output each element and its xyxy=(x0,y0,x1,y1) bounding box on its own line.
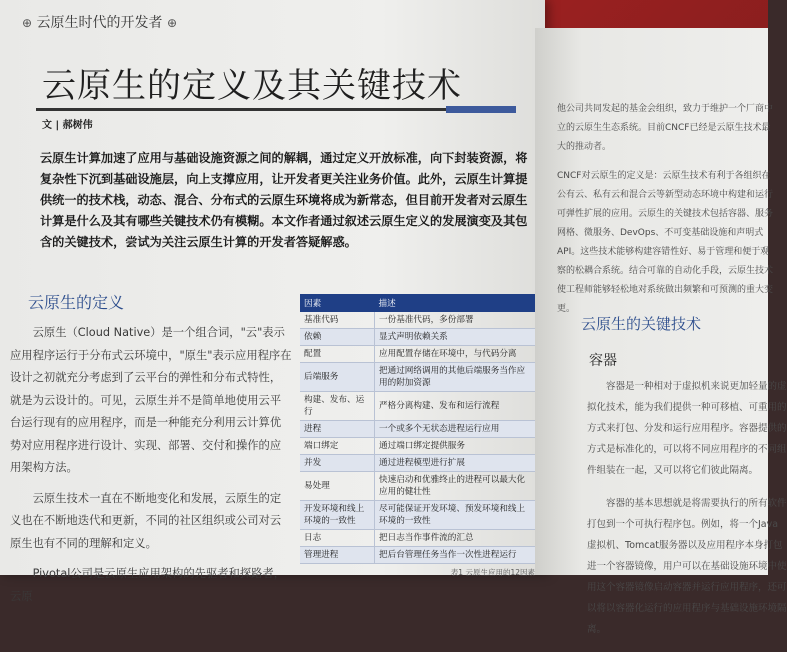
factor-cell: 依赖 xyxy=(300,329,375,346)
table-row xyxy=(300,455,535,472)
paragraph: 容器的基本思想就是将需要执行的所有软件打包到一个可执行程序包。例如，将一个Java虚拟机、Tomcat服务器以及应用程序本身打包进一个容器镜像，用户可以在基础设施环境中使用这个容器镜像启动容器并运行应用程序，还可以将以容器化运行的应用程序与基础设施环境隔离。 xyxy=(587,498,787,635)
paragraph: 云原生（Cloud Native）是一个组合词，"云"表示应用程序运行于分布式云环境中，"原生"表示应用程序在设计之初就充分考虑到了云平台的弹性和分布式特性，就是为云设计的。可见，云原生并不是简单地使用云平台运行现有的应用程序，而是一种能充分利用云计算优势对应用程序进行设计、实现、部署、交付和操作的应用架构方法。 xyxy=(10,326,292,474)
circle-plus-icon: ⊕ xyxy=(22,16,33,30)
body-text xyxy=(10,322,292,616)
factor-cell: 配置 xyxy=(300,346,375,363)
series-header xyxy=(22,12,177,32)
subsection-heading: 容器 xyxy=(589,353,617,369)
byline: 文 | 郝树伟 xyxy=(42,120,93,131)
paragraph: 云原生技术一直在不断地变化和发展，云原生的定义也在不断地迭代和更新，不同的社区组织或公司对云原生也有不同的理解和定义。 xyxy=(10,491,282,550)
table-row xyxy=(300,329,535,346)
description-cell: 通过端口绑定提供服务 xyxy=(375,438,536,455)
article-title: 云原生的定义及其关键技术 xyxy=(42,66,462,106)
factor-cell: 后端服务 xyxy=(300,363,375,392)
description-cell: 严格分离构建、发布和运行流程 xyxy=(375,392,536,421)
title-divider xyxy=(36,108,446,111)
description-cell: 把日志当作事件流的汇总 xyxy=(375,530,536,547)
factor-cell: 并发 xyxy=(300,455,375,472)
factors-table xyxy=(300,294,535,564)
paragraph: CNCF对云原生的定义是：云原生技术有利于各组织在公有云、私有云和混合云等新型动态环境中构建和运行可弹性扩展的应用。云原生的关键技术包括容器、服务网格、微服务、DevOps、不可变基础设施和声明式API。这些技术能够构建容错性好、易于管理和便于观察的松耦合系统。结合可靠的自动化手段，云原生技术使工程师能够轻松地对系统做出频繁和可预测的重大变更。 xyxy=(557,171,774,314)
factor-cell: 易处理 xyxy=(300,472,375,501)
article-abstract: 云原生计算加速了应用与基础设施资源之间的解耦，通过定义开放标准，向下封装资源，将复杂性下沉到基础设施层，向上支撑应用，让开发者更关注业务价值。此外，云原生计算提供统一的技术栈，动态、混合、分布式的云原生环境将成为新常态，但目前开发者对云原生计算是什么及其有哪些关键技术仍有模糊。本文作者通过叙述云原生定义的发展演变及其包含的关键技术，尝试为关注云原生计算的开发者答疑解惑。 xyxy=(40,151,528,249)
table-row xyxy=(300,501,535,530)
table-row xyxy=(300,438,535,455)
description-cell: 通过进程模型进行扩展 xyxy=(375,455,536,472)
table-row xyxy=(300,530,535,547)
table-header-row xyxy=(300,294,535,312)
description-cell: 把通过网络调用的其他后端服务当作应用的附加资源 xyxy=(375,363,536,392)
factor-cell: 基准代码 xyxy=(300,312,375,329)
description-cell: 一份基准代码，多份部署 xyxy=(375,312,536,329)
factor-cell: 开发环境和线上环境的一致性 xyxy=(300,501,375,530)
table-header-cell: 描述 xyxy=(375,294,536,312)
section-heading: 云原生的定义 xyxy=(28,293,125,312)
circle-plus-icon: ⊕ xyxy=(166,16,178,30)
paragraph: Pivotal公司是云原生应用架构的先驱者和探路者，云原 xyxy=(10,567,286,603)
description-cell: 快速启动和优雅终止的进程可以最大化应用的健壮性 xyxy=(375,472,536,501)
table-row xyxy=(300,346,535,363)
factor-cell: 进程 xyxy=(300,421,375,438)
right-page xyxy=(535,28,787,635)
section-heading: 云原生的关键技术 xyxy=(581,315,702,333)
factor-cell: 日志 xyxy=(300,530,375,547)
factor-cell: 构建、发布、运行 xyxy=(300,392,375,421)
description-cell: 尽可能保证开发环境、预发环境和线上环境的一致性 xyxy=(375,501,536,530)
description-cell: 把后台管理任务当作一次性进程运行 xyxy=(375,547,536,564)
table-row xyxy=(300,421,535,438)
table-row xyxy=(300,392,535,421)
right-page-body xyxy=(587,376,787,652)
title-divider-accent xyxy=(446,106,516,113)
table-header-cell: 因素 xyxy=(300,294,375,312)
table-row xyxy=(300,472,535,501)
factors-table-wrap xyxy=(300,294,535,578)
paragraph: 容器是一种相对于虚拟机来说更加轻量的虚拟化技术，能为我们提供一种可移植、可重用的方式来打包、分发和运行应用程序。容器提供的方式是标准化的，可以将不同应用程序的不同组件组装在一起，又可以将它们彼此隔离。 xyxy=(587,381,787,476)
table-row xyxy=(300,547,535,564)
description-cell: 一个或多个无状态进程运行应用 xyxy=(375,421,536,438)
series-title: 云原生时代的开发者 xyxy=(36,15,163,31)
paragraph: 他公司共同发起的基金会组织，致力于维护一个厂商中立的云原生生态系统。目前CNCF已经是云原生技术最大的推动者。 xyxy=(557,104,774,152)
factor-cell: 端口绑定 xyxy=(300,438,375,455)
right-page-intro xyxy=(557,100,777,329)
table-caption: 表1 云原生应用的12因素 xyxy=(450,568,535,577)
description-cell: 应用配置存储在环境中，与代码分离 xyxy=(375,346,536,363)
factor-cell: 管理进程 xyxy=(300,547,375,564)
table-row xyxy=(300,363,535,392)
table-row xyxy=(300,312,535,329)
description-cell: 显式声明依赖关系 xyxy=(375,329,536,346)
